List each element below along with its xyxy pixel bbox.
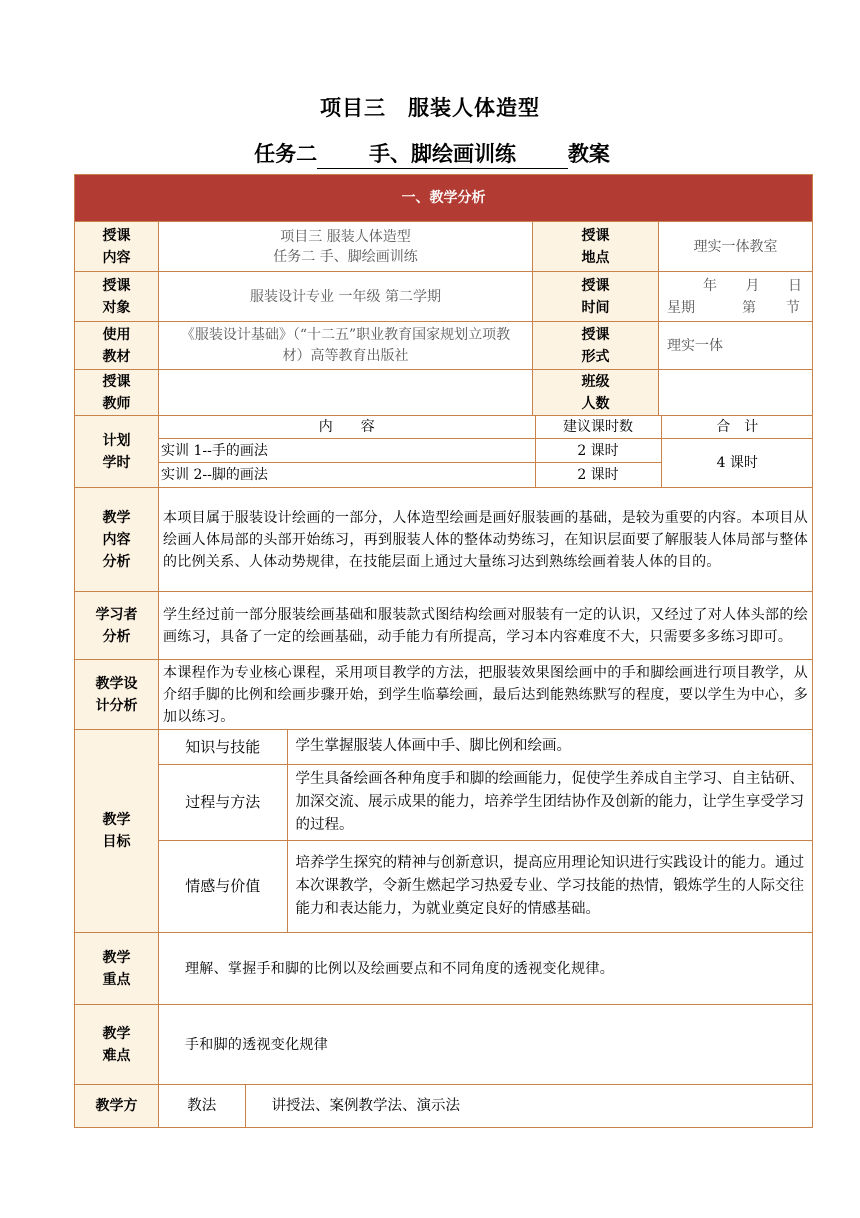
goals-cell [159,730,813,933]
plan-item-1-hours: 2 课时 [535,439,661,463]
time-value [659,272,813,322]
time-period: 第 [742,299,756,316]
location-value: 理实一体教室 [659,222,813,272]
teacher-label: 授课 教师 [75,370,159,416]
design-analysis-text: 本课程作为专业核心课程，采用项目教学的方法，把服装效果图绘画中的手和脚绘画进行项目教学，从介绍手脚的比例和绘画步骤开始，到学生临摹绘画，最后达到能熟练默写的程度，要以学生为中心，多加以练习。 [159,660,813,730]
teacher-value [159,370,533,416]
content-value-line1: 项目三 服装人体造型 [280,228,411,245]
goal-1-name: 知识与技能 [159,730,287,764]
doc-title: 项目三 服装人体造型 [320,96,540,120]
goal-1-text: 学生掌握服装人体画中手、脚比例和绘画。 [287,730,812,764]
content-label: 授课 内容 [75,222,159,272]
task-name [317,138,568,169]
learner-analysis-label: 学习者 分析 [75,592,159,660]
content-analysis-text: 本项目属于服装设计绘画的一部分，人体造型绘画是画好服装画的基础，是较为重要的内容。本项目从绘画人体局部的头部开始练习，再到服装人体的整体动势练习，在知识层面要了解服装人体局部与整体的比例关系、人体动势规律，在技能层面上通过大量练习达到熟练绘画着装人体的目的。 [159,488,813,592]
learner-analysis-text: 学生经过前一部分服装绘画基础和服装款式图结构绘画对服装有一定的认识，又经过了对人体头部的绘画练习，具备了一定的绘画基础，动手能力有所提高，学习本内容难度不大，只需要多多练习即可。 [159,592,813,660]
method-text: 讲授法、案例教学法、演示法 [245,1085,812,1127]
plan-label: 计划 学时 [75,416,159,488]
goal-2-text: 学生具备绘画各种角度手和脚的绘画能力，促使学生养成自主学习、自主钻研、加深交流、展示成果的能力，培养学生团结协作及创新的能力，让学生享受学习的过程。 [287,764,812,840]
difficulty-label: 教学 难点 [75,1005,159,1085]
plan-cell [159,416,813,488]
location-label: 授课 地点 [533,222,659,272]
goal-3-text: 培养学生探究的精神与创新意识，提高应用理论知识进行实践设计的能力。通过本次课教学，令新生燃起学习热爱专业、学习技能的热情，锻炼学生的人际交往能力和表达能力，为就业奠定良好的情感基础。 [287,840,812,932]
plan-col-content: 内 容 [159,416,535,439]
section-header: 一、教学分析 [75,175,813,222]
material-value: 《服装设计基础》（“十二五”职业教育国家规划立项教材）高等教育出版社 [159,322,533,370]
form-value: 理实一体 [659,322,813,370]
time-day: 日 [788,277,802,294]
task-suffix: 教案 [567,142,610,166]
target-value: 服装设计专业 一年级 第二学期 [159,272,533,322]
plan-table [159,416,813,487]
method-sub-label: 教法 [187,1098,217,1114]
time-year: 年 [703,277,717,294]
design-analysis-label: 教学设 计分析 [75,660,159,730]
goal-2-name: 过程与方法 [159,764,287,840]
method-table [159,1085,812,1127]
method-cell [159,1085,813,1128]
goals-label: 教学 目标 [75,730,159,933]
task-name-text: 手、脚绘画训练 [369,142,516,166]
plan-item-2-name: 实训 2--脚的画法 [161,467,268,483]
method-label: 教学方 [75,1085,159,1128]
material-label: 使用 教材 [75,322,159,370]
plan-col-total: 合 计 [661,416,813,439]
plan-item-2-hours: 2 课时 [535,463,661,487]
content-value-line2: 任务二 手、脚绘画训练 [273,248,418,265]
goal-3-name: 情感与价值 [185,877,261,896]
class-value [659,370,813,416]
plan-total: 4 课时 [661,439,813,487]
task-prefix: 任务二 [254,142,318,166]
class-label: 班级 人数 [533,370,659,416]
target-label: 授课 对象 [75,272,159,322]
plan-col-hours: 建议课时数 [535,416,661,439]
time-label: 授课 时间 [533,272,659,322]
key-point-label: 教学 重点 [75,933,159,1005]
form-label: 授课 形式 [533,322,659,370]
lesson-plan-table [74,174,813,1128]
goals-table [159,730,812,932]
time-week: 星期 [667,299,695,316]
plan-item-1-name: 实训 1--手的画法 [159,439,535,463]
time-section: 节 [786,299,800,316]
content-value [159,222,533,272]
doc-subtitle [0,138,860,169]
difficulty-text: 手和脚的透视变化规律 [159,1005,813,1085]
key-point-text: 理解、掌握手和脚的比例以及绘画要点和不同角度的透视变化规律。 [159,933,813,1005]
content-analysis-label: 教学 内容 分析 [75,488,159,592]
time-month: 月 [745,277,760,294]
